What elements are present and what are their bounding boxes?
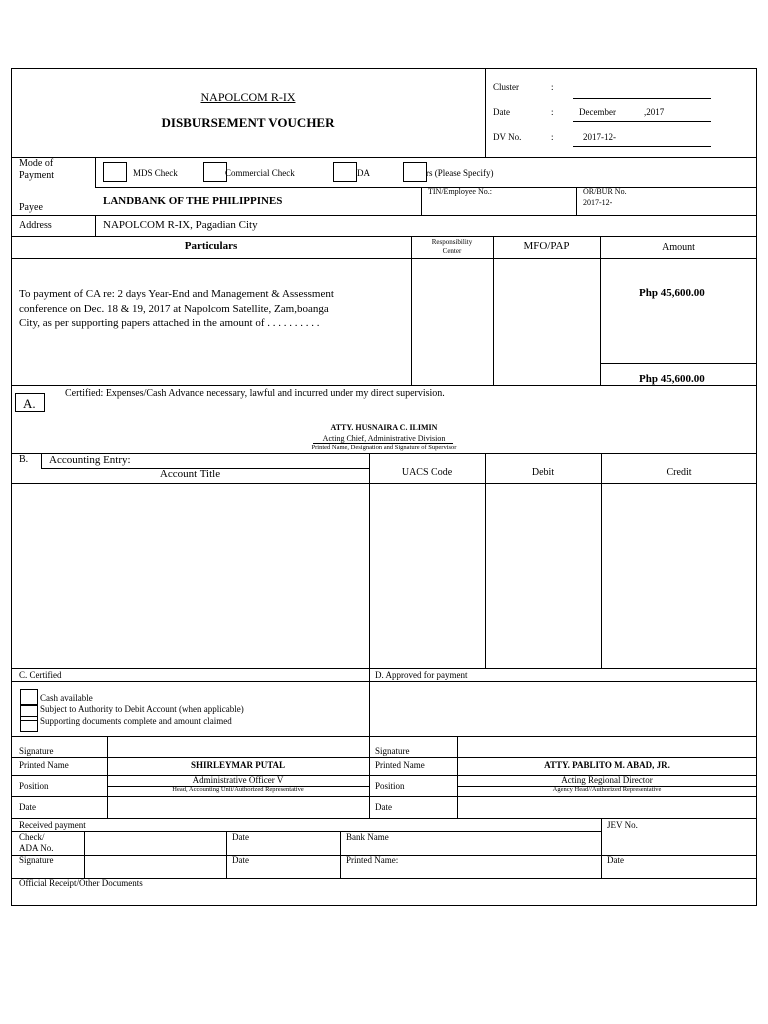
c-printed-name: SHIRLEYMAR PUTAL [190, 760, 286, 770]
mds-check-label: MDS Check [133, 168, 178, 178]
d-position-label: Position [375, 781, 405, 791]
office-name: NAPOLCOM R-IX [200, 90, 296, 104]
payee-label: Payee [19, 202, 43, 213]
supporting-docs-checkbox[interactable] [20, 716, 38, 732]
d-printed-name: ATTY. PABLITO M. ABAD, JR. [544, 760, 670, 770]
payee-name: LANDBANK OF THE PHILIPPINES [103, 195, 283, 207]
amount-header: Amount [662, 242, 695, 253]
commercial-check-label: Commercial Check [225, 168, 295, 178]
d-date-label: Date [375, 802, 392, 812]
date-month: December [579, 107, 616, 117]
supervisor-caption: Printed Name, Designation and Signature of Supervisor [311, 444, 457, 451]
credit-header: Credit [666, 467, 692, 478]
received-signature-label: Signature [19, 855, 54, 865]
accounting-entry-label: Accounting Entry: [49, 454, 131, 466]
d-position: Acting Regional Director [561, 775, 653, 785]
supervisor-name: ATTY. HUSNAIRA C. ILIMIN [330, 423, 438, 432]
received-date-label-2: Date [232, 855, 249, 865]
d-printed-name-label: Printed Name [375, 760, 425, 770]
jev-date-label: Date [607, 855, 624, 865]
dv-field[interactable] [573, 146, 711, 147]
tin-label: TIN/Employee No.: [428, 187, 492, 196]
received-printed-name-label: Printed Name: [346, 855, 399, 865]
cluster-label: Cluster [493, 82, 519, 92]
dv-label: DV No. [493, 132, 522, 142]
supervisor-position: Acting Chief, Administrative Division [322, 434, 446, 443]
account-title-header: Account Title [159, 468, 221, 480]
ada-checkbox[interactable] [333, 162, 357, 182]
ada-label: DA [357, 168, 370, 178]
cash-available-checkbox[interactable] [20, 689, 38, 705]
mfo-pap-header: MFO/PAP [523, 240, 570, 252]
date-label: Date [493, 107, 510, 117]
c-signature-label: Signature [19, 746, 54, 756]
mode-label: Mode of Payment [19, 158, 54, 181]
date-year: ,2017 [644, 107, 665, 117]
others-label: rs (Please Specify) [426, 168, 494, 178]
received-payment-label: Received payment [19, 820, 86, 830]
subject-authority-label: Subject to Authority to Debit Account (when applicable) [40, 704, 244, 714]
date-field[interactable] [573, 121, 711, 122]
debit-header: Debit [531, 467, 555, 478]
supporting-docs-label: Supporting documents complete and amount claimed [40, 716, 232, 726]
d-position-caption: Agency Head//Authorized Representative [552, 786, 662, 793]
section-b-letter: B. [19, 454, 29, 465]
page-title: DISBURSEMENT VOUCHER [161, 115, 335, 130]
jev-label: JEV No. [607, 820, 638, 830]
received-date-label: Date [232, 832, 249, 842]
address-label: Address [19, 220, 52, 231]
c-position: Administrative Officer V [192, 775, 284, 785]
c-position-label: Position [19, 781, 49, 791]
cluster-field[interactable] [573, 98, 711, 99]
dv-number: 2017-12- [583, 132, 616, 142]
orbur-number: 2017-12- [583, 198, 613, 207]
cash-available-label: Cash available [40, 693, 93, 703]
particulars-text: To payment of CA re: 2 days Year-End and Management & Assessment conference on Dec. 18 & 19, 2017 at Napolcom Satellite, Zam,boanga City, as per supporting papers attached in the amount of . . . . . . . . . . [19, 288, 334, 329]
section-a-letter: A. [23, 396, 36, 411]
amount-total: Php 45,600.00 [639, 373, 705, 385]
uacs-header: UACS Code [401, 467, 453, 478]
responsibility-center-header: Responsibility Center [431, 238, 473, 255]
address-value: NAPOLCOM R-IX, Pagadian City [103, 219, 258, 231]
amount-value: Php 45,600.00 [639, 287, 705, 299]
official-receipt-label: Official Receipt/Other Documents [19, 878, 143, 888]
d-signature-label: Signature [375, 746, 410, 756]
c-printed-name-label: Printed Name [19, 760, 69, 770]
particulars-header: Particulars [184, 240, 238, 252]
mds-check-checkbox[interactable] [103, 162, 127, 182]
others-checkbox[interactable] [403, 162, 427, 182]
c-position-caption: Head, Accounting Unit/Authorized Representative [172, 786, 304, 793]
section-c-label: C. Certified [19, 670, 62, 680]
section-a-certification: Certified: Expenses/Cash Advance necessary, lawful and incurred under my direct supervision. [65, 388, 445, 399]
c-date-label: Date [19, 802, 36, 812]
section-d-label: D. Approved for payment [375, 670, 468, 680]
check-ada-label: Check/ ADA No. [19, 832, 54, 853]
orbur-label: OR/BUR No. [583, 187, 627, 196]
commercial-check-checkbox[interactable] [203, 162, 227, 182]
bank-name-label: Bank Name [346, 832, 389, 842]
